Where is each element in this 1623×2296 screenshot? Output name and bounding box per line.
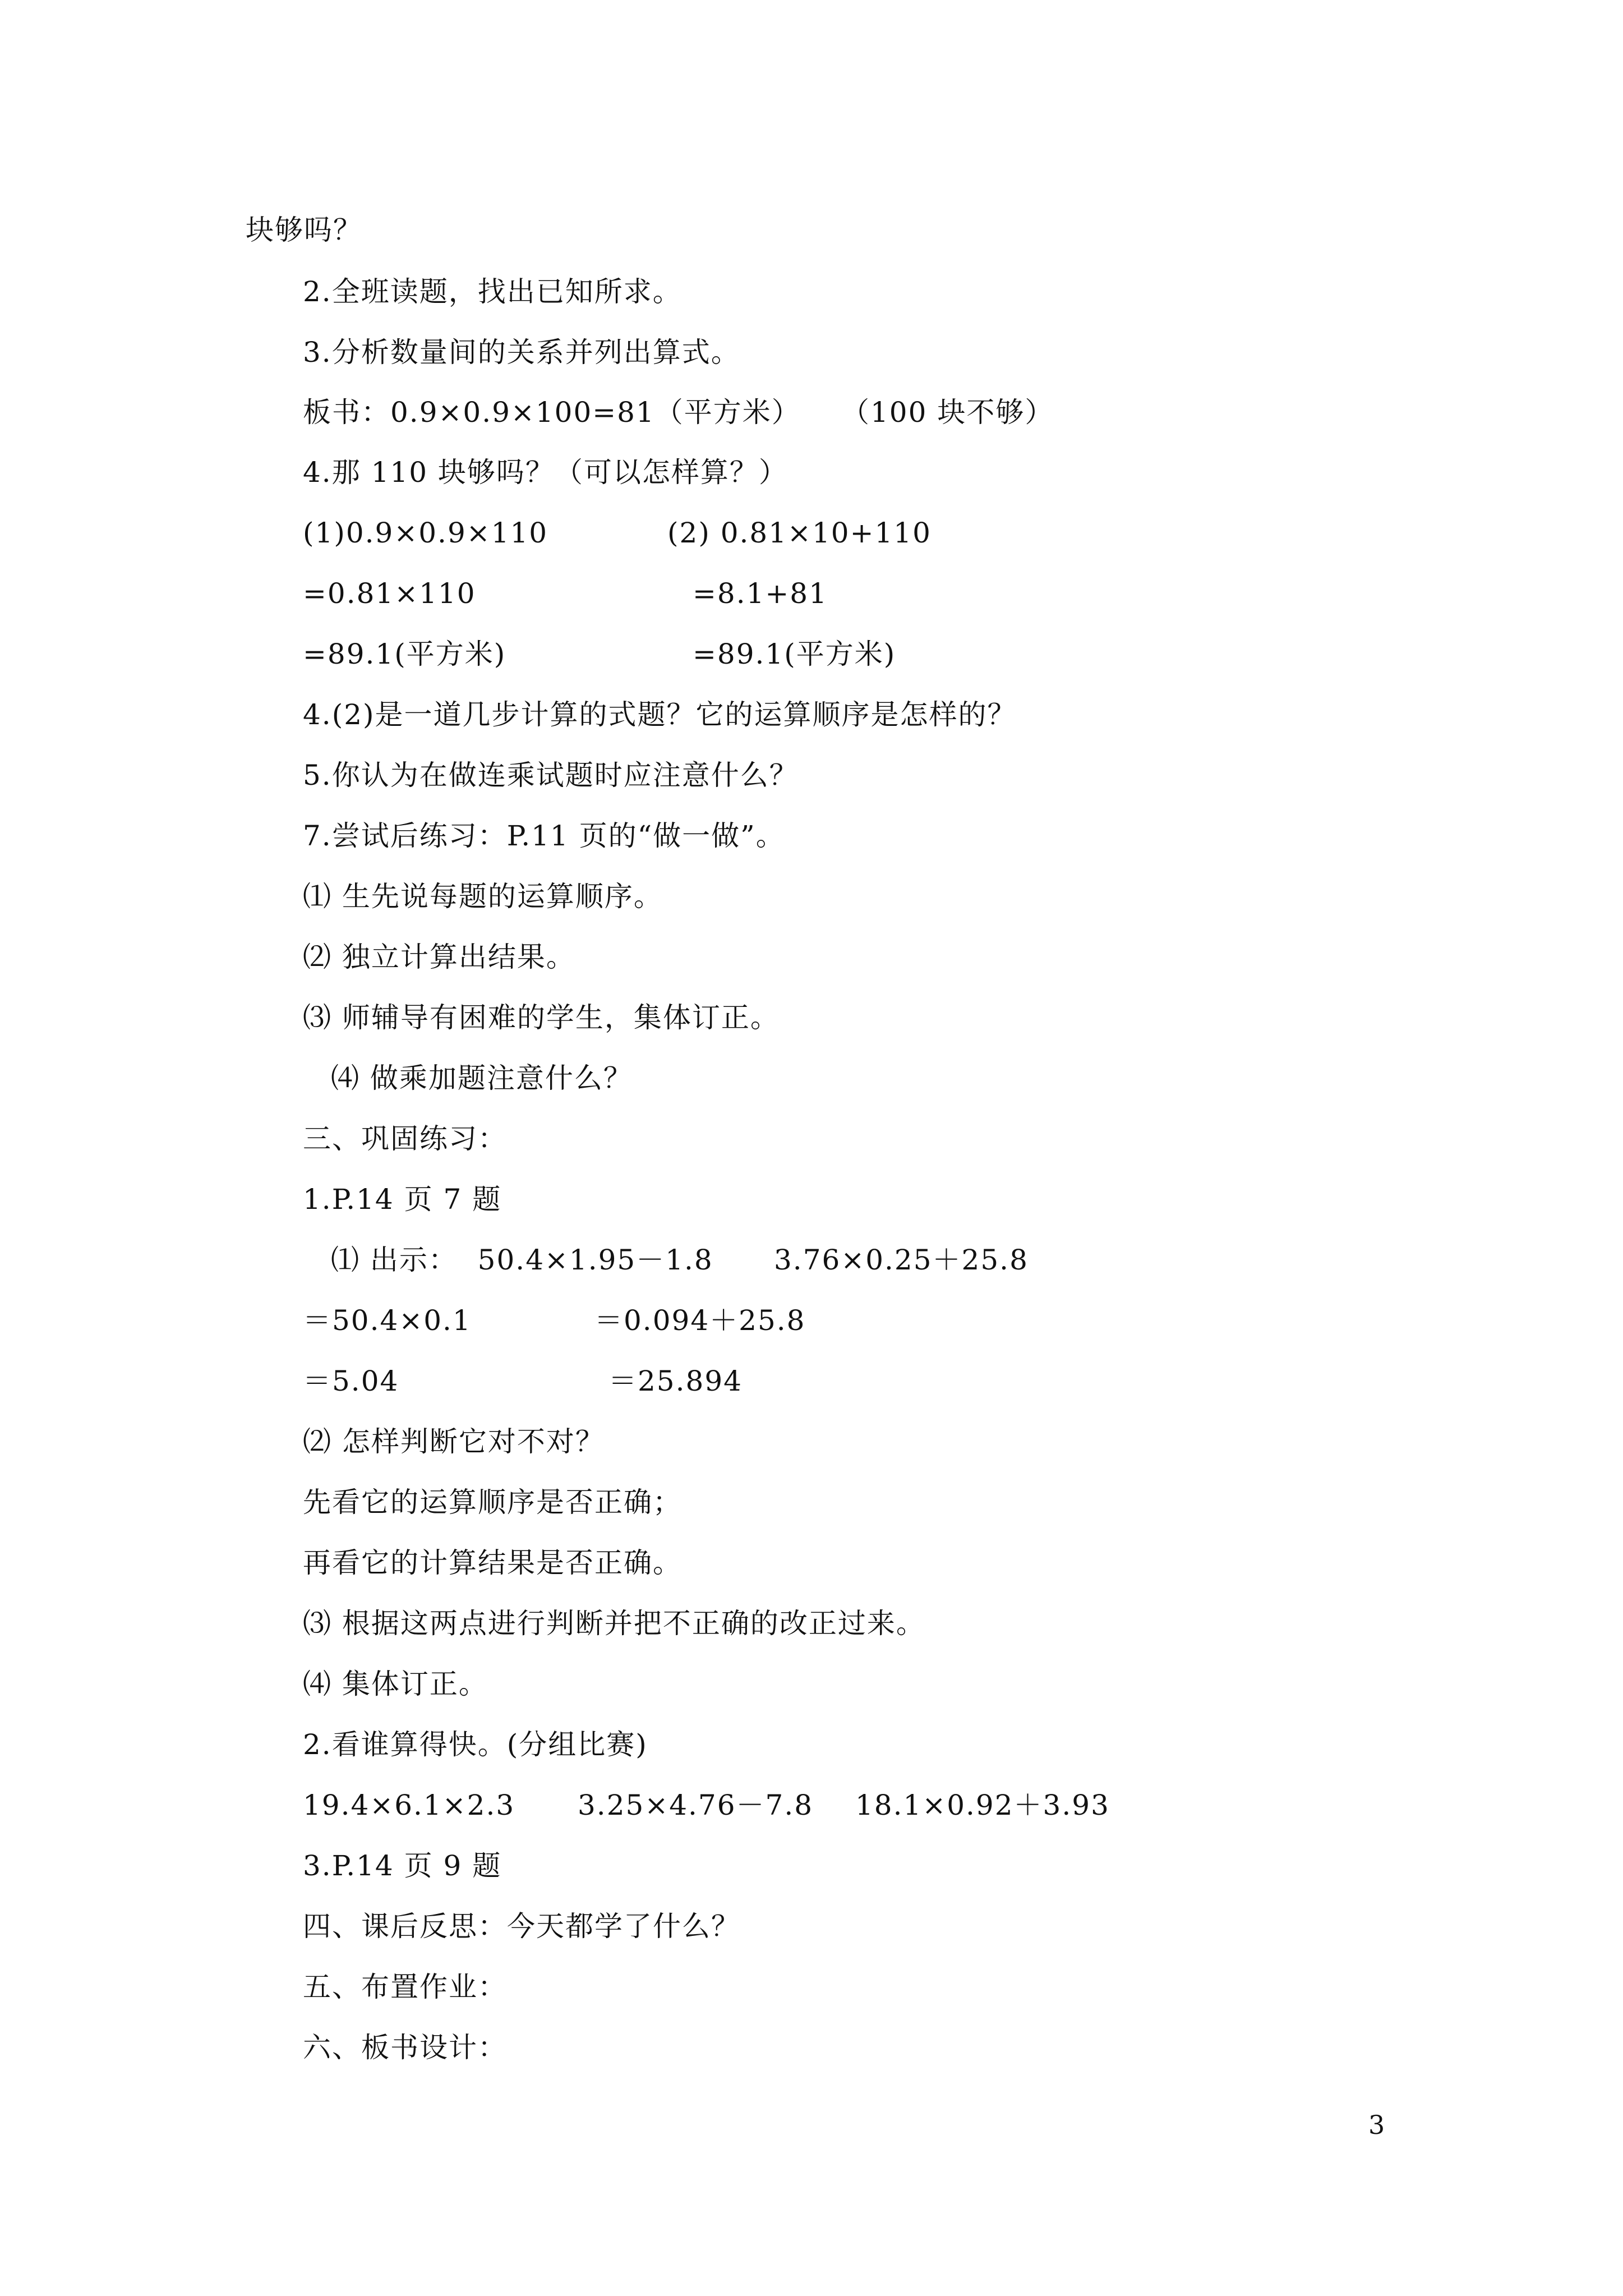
page-number: 3	[1368, 2110, 1385, 2140]
calc-left: =0.81×110	[303, 577, 476, 610]
text-line: 4.(2)是一道几步计算的式题？它的运算顺序是怎样的？	[303, 698, 1017, 731]
text-line: 7.尝试后练习：P.11 页的“做一做”。	[303, 820, 785, 852]
text-line: ⑷ 做乘加题注意什么？	[331, 1062, 633, 1094]
calc-left: (1)0.9×0.9×110	[303, 517, 548, 549]
calc-right: (2) 0.81×10+110	[667, 517, 932, 549]
text-line: 4.那 110 块够吗？（可以怎样算？）	[303, 456, 788, 489]
exercise-1: 19.4×6.1×2.3	[303, 1789, 515, 1821]
text-line: 5.你认为在做连乘试题时应注意什么？	[303, 759, 799, 792]
calc-right: =8.1+81	[693, 577, 828, 610]
calc-right: ＝25.894	[608, 1365, 743, 1397]
text-line: 块够吗？	[246, 214, 362, 246]
exercise-3: 18.1×0.92＋3.93	[855, 1789, 1110, 1821]
text-line: ⑶ 根据这两点进行判断并把不正确的改正过来。	[303, 1607, 925, 1640]
calc-right: 3.76×0.25＋25.8	[774, 1244, 1029, 1276]
text-line: ⑵ 怎样判断它对不对？	[303, 1425, 605, 1458]
text-line: 3.P.14 页 9 题	[303, 1849, 502, 1882]
board-note: （100 块不够）	[841, 396, 1054, 429]
calc-left: ＝5.04	[303, 1365, 399, 1397]
text-line: 先看它的运算顺序是否正确；	[303, 1486, 682, 1519]
text-line: 3.分析数量间的关系并列出算式。	[303, 336, 740, 369]
calc-left: ⑴ 出示： 50.4×1.95－1.8	[331, 1244, 713, 1276]
section-heading: 五、布置作业：	[303, 1971, 507, 2003]
text-line: ⑷ 集体订正。	[303, 1668, 488, 1700]
text-line: 2.看谁算得快。(分组比赛)	[303, 1728, 648, 1761]
calc-left: ＝50.4×0.1	[303, 1304, 472, 1337]
text-line: 再看它的计算结果是否正确。	[303, 1547, 682, 1579]
text-line: ⑵ 独立计算出结果。	[303, 941, 575, 973]
section-heading: 三、巩固练习：	[303, 1122, 507, 1155]
calc-right: =89.1(平方米)	[693, 638, 896, 670]
text-line: 1.P.14 页 7 题	[303, 1183, 502, 1216]
section-heading: 六、板书设计：	[303, 2031, 507, 2064]
board-formula: 板书：0.9×0.9×100=81（平方米）	[303, 396, 801, 429]
section-heading: 四、课后反思：今天都学了什么？	[303, 1910, 740, 1943]
calc-right: ＝0.094＋25.8	[594, 1304, 806, 1337]
text-line: ⑴ 生先说每题的运算顺序。	[303, 880, 663, 913]
text-line: 2.全班读题，找出已知所求。	[303, 275, 682, 308]
exercise-2: 3.25×4.76－7.8	[578, 1789, 814, 1821]
calc-left: =89.1(平方米)	[303, 638, 506, 670]
text-line: ⑶ 师辅导有困难的学生，集体订正。	[303, 1001, 780, 1034]
